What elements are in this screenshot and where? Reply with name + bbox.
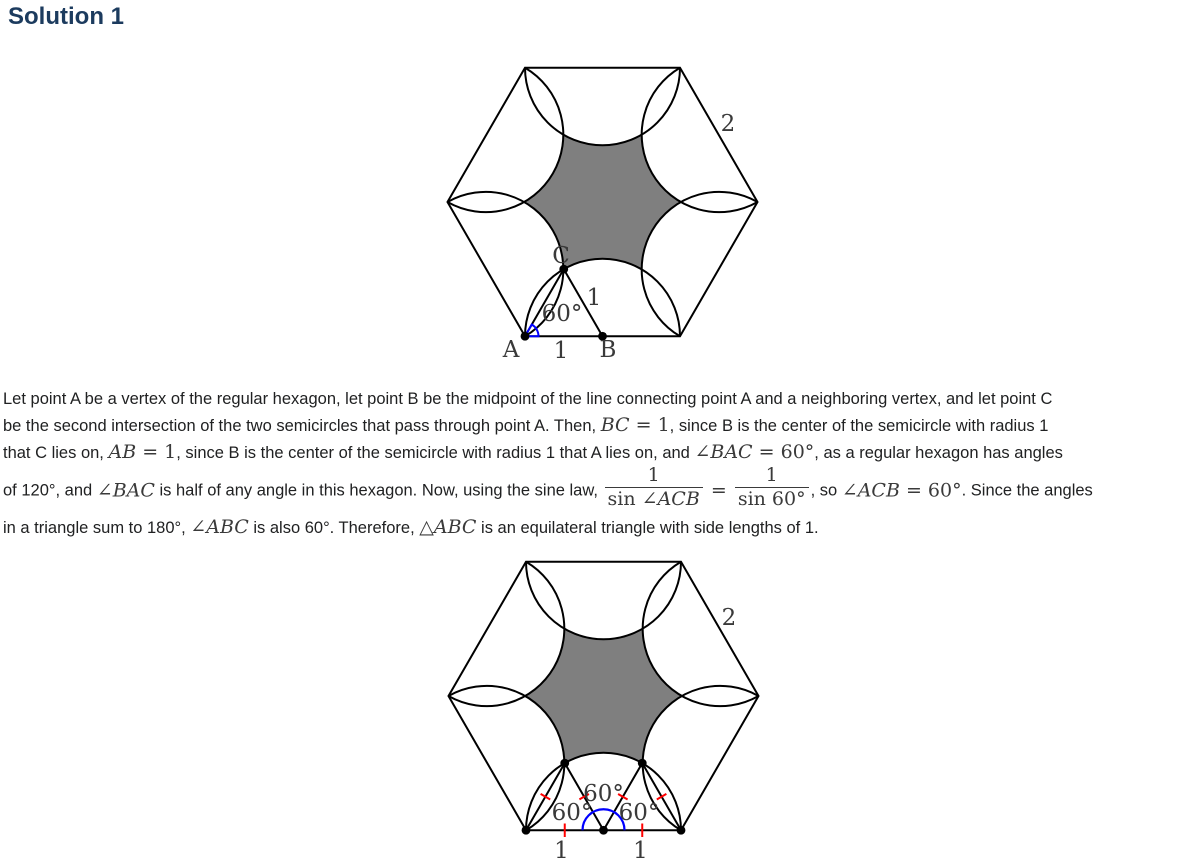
math-equals: = [704,479,733,502]
point-b-dot [599,826,608,835]
length-1-right-label: 1 [633,838,648,862]
text-line-1 [3,386,1203,412]
hexagon-diagram-1 [430,58,775,368]
text-run: that C lies on, [3,444,109,462]
fraction-sin-acb [605,465,703,510]
text-run: is an equilateral triangle with side lengths of 1. [476,519,819,537]
fraction-denominator [605,487,703,510]
point-cr-dot [638,759,647,768]
point-b-label: B [599,337,617,363]
point-cl-dot [560,759,569,768]
point-a-dot [522,826,531,835]
angle-60-left-label: 60° [551,800,593,826]
text-line-3 [3,439,1203,466]
text-run: is also 60°. Therefore, [248,519,420,537]
math-bac: BAC [710,441,753,463]
angle-symbol: ∠ [694,441,711,463]
text-run: , since B is the center of the semicircle with radius 1 [669,417,1049,435]
bc-length-label: 1 [586,285,602,311]
math-acb: ACB [857,479,900,502]
fraction-numerator: 1 [647,464,660,487]
math-abc: ABC [433,516,477,538]
point-a2-dot [677,826,686,835]
math-eq-60: = 60° [752,441,815,463]
shaded-region [525,135,680,269]
math-bac: BAC [112,479,155,502]
angle-symbol: ∠ [190,516,207,538]
angle-symbol: ∠ [96,479,113,502]
hexagon-diagram-2 [431,552,776,862]
point-c-label: C [552,243,570,269]
text-line-2 [3,412,1203,439]
math-bc: BC [600,414,630,436]
fraction-denominator: sin 60° [735,487,809,510]
angle-60-mid-label: 60° [583,781,624,807]
text-line-4 [3,466,1203,514]
math-eq-60: = 60° [899,479,962,502]
ab-length-label: 1 [553,338,569,364]
math-abc: ABC [206,516,249,538]
math-eq-1: = 1 [136,441,177,463]
sin-function: sin ∠ [607,487,658,510]
text-run: . Since the angles [961,481,1093,500]
angle-60-label: 60° [541,301,583,327]
text-run: , as a regular hexagon has angles [814,444,1063,462]
side-length-label: 2 [720,111,736,137]
text-run: Let point A be a vertex of the regular hexagon, let point B be the midpoint of the line connecting point A and a neighboring vertex, and let point C [3,390,1053,408]
text-run: , so [810,481,842,500]
point-a-label: A [502,337,520,363]
text-run: of 120°, and [3,481,97,500]
text-run: , since B is the center of the semicircle with radius 1 that A lies on, and [176,444,695,462]
text-line-5 [3,514,1203,541]
semicircle-top [525,68,680,146]
acb-variable: ACB [657,487,700,510]
text-run: is half of any angle in this hexagon. Now, using the sine law, [154,481,603,500]
point-a-dot [521,332,530,341]
page-title: Solution 1 [8,3,124,30]
math-ab: AB [108,441,137,463]
shaded-region [526,629,681,763]
text-run: in a triangle sum to 180°, [3,519,191,537]
text-run: be the second intersection of the two semicircles that pass through point A. Then, [3,417,601,435]
triangle-symbol: △ [419,516,434,538]
length-1-left-label: 1 [554,838,569,862]
side-length-label: 2 [721,605,737,631]
math-eq-1: = 1 [629,414,670,436]
fraction-sin-60 [735,465,809,510]
semicircle-top [526,562,681,640]
angle-60-right-label: 60° [618,800,660,826]
angle-symbol: ∠ [841,479,858,502]
fraction-numerator: 1 [765,464,778,487]
solution-paragraph [3,386,1203,541]
